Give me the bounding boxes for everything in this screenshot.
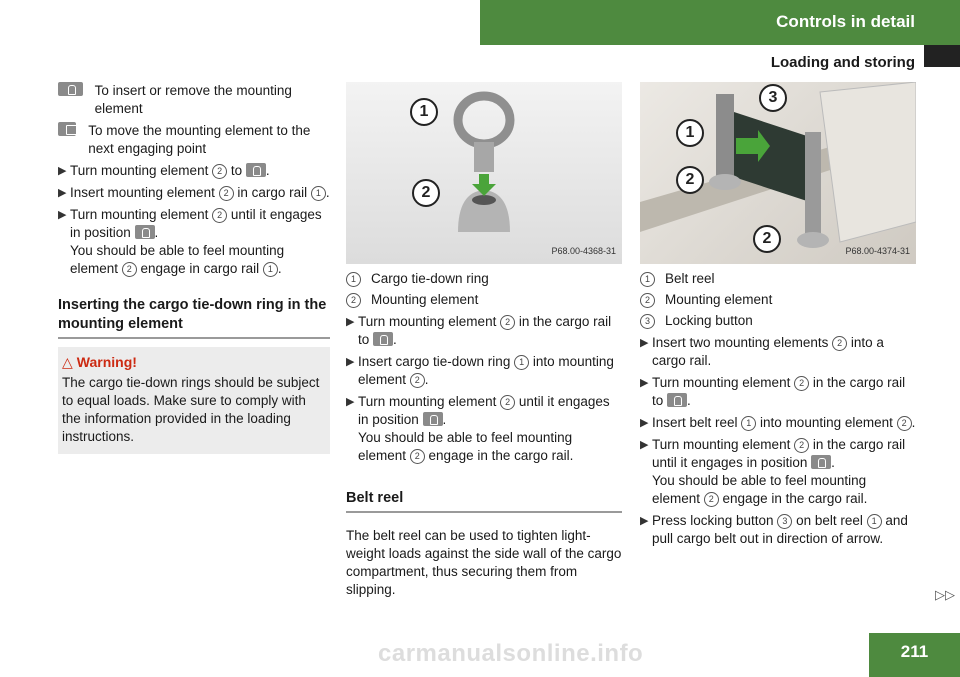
instruction-step: ▶ Press locking button 3 on belt reel 1 and pull cargo belt out in direction of arrow. <box>640 513 908 546</box>
figure-code: P68.00-4368-31 <box>551 246 616 256</box>
icon-row <box>58 82 330 118</box>
callout-number: 1 <box>514 355 529 370</box>
step-arrow-icon: ▶ <box>346 356 355 368</box>
instruction-step: ▶ Turn mounting element 2 in the cargo rail until it engages in position . You should be able to feel mounting element 2 engage in the cargo rail. <box>640 437 906 506</box>
warning-box <box>58 347 330 454</box>
callout-number: 1 <box>263 262 278 277</box>
instruction-step: ▶ Turn mounting element 2 to . <box>58 163 270 178</box>
step-arrow-icon: ▶ <box>640 515 649 527</box>
callout-2: 2 <box>676 166 704 194</box>
icon-description: To move the mounting element to the next engaging point <box>88 123 311 156</box>
callout-number: 2 <box>832 336 847 351</box>
callout-number: 1 <box>867 514 882 529</box>
legend-item: 1 Cargo tie-down ring <box>346 270 622 288</box>
instruction-step: ▶ Turn mounting element 2 until it engages in position . You should be able to feel mounting element 2 engage in cargo rail 1 . <box>58 207 322 276</box>
legend-item: 1 Belt reel <box>640 270 916 288</box>
header-bar <box>480 0 960 45</box>
figure-tie-down-ring <box>346 82 622 264</box>
step-arrow-icon: ▶ <box>346 396 355 408</box>
step-arrow-icon: ▶ <box>58 209 67 221</box>
header-marker <box>924 45 960 67</box>
mounting-lock-icon <box>58 82 83 96</box>
instruction-step: ▶ Turn mounting element 2 until it engages in position . You should be able to feel mounting element 2 engage in the cargo rail. <box>346 394 610 463</box>
step-arrow-icon: ▶ <box>58 165 67 177</box>
callout-number: 2 <box>794 376 809 391</box>
callout-number: 2 <box>212 208 227 223</box>
warning-title: Warning! <box>76 354 137 370</box>
section-heading: Inserting the cargo tie-down ring in the mounting element <box>58 296 330 339</box>
instruction-step: ▶ Insert belt reel 1 into mounting element 2 . <box>640 415 916 430</box>
icon-row <box>58 122 330 158</box>
step-arrow-icon: ▶ <box>640 337 649 349</box>
column-middle <box>346 82 622 599</box>
legend-item: 3 Locking button <box>640 312 916 330</box>
mounting-lock-icon <box>246 163 266 177</box>
step-arrow-icon: ▶ <box>58 187 67 199</box>
lock-icon <box>135 225 155 239</box>
callout-1: 1 <box>410 98 438 126</box>
step-arrow-icon: ▶ <box>346 316 355 328</box>
mounting-lock-icon <box>373 332 393 346</box>
step-arrow-icon: ▶ <box>640 439 649 451</box>
watermark: carmanualsonline.info <box>378 640 644 667</box>
callout-2: 2 <box>412 179 440 207</box>
legend-item: 2 Mounting element <box>640 291 916 309</box>
page-number: 211 <box>900 642 929 661</box>
mounting-lock-icon <box>667 393 687 407</box>
callout-number: 2 <box>500 315 515 330</box>
callout-number: 2 <box>410 373 425 388</box>
callout-number: 2 <box>794 438 809 453</box>
tie-down-ring-illustration <box>346 82 622 264</box>
callout-number: 1 <box>741 416 756 431</box>
callout-number: 2 <box>410 449 425 464</box>
step-arrow-icon: ▶ <box>640 417 649 429</box>
callout-1: 1 <box>676 119 704 147</box>
callout-number: 2 <box>500 395 515 410</box>
figure-code: P68.00-4374-31 <box>845 246 910 256</box>
column-left <box>58 82 330 454</box>
warning-triangle-icon: △ <box>62 354 73 370</box>
column-right <box>640 82 916 548</box>
page-number-box <box>869 633 960 677</box>
callout-number: 2 <box>212 164 227 179</box>
callout-number: 1 <box>311 186 326 201</box>
instruction-step: ▶ Turn mounting element 2 in the cargo rail to . <box>346 314 612 347</box>
next-page-arrows: ▷▷ <box>935 587 955 602</box>
callout-number: 2 <box>219 186 234 201</box>
instruction-step: ▶ Insert cargo tie-down ring 1 into mounting element 2 . <box>346 354 614 387</box>
lock-icon <box>423 412 443 426</box>
warning-text: The cargo tie-down rings should be subject to equal loads. Make sure to comply with the information provided in the loading instructions. <box>62 375 320 444</box>
instruction-step: ▶ Turn mounting element 2 in the cargo rail to . <box>640 375 906 408</box>
lock-icon <box>811 455 831 469</box>
legend-item: 2 Mounting element <box>346 291 622 309</box>
instruction-step: ▶ Insert two mounting elements 2 into a cargo rail. <box>640 335 884 368</box>
figure-legend <box>640 270 916 330</box>
section-title: Controls in detail <box>776 12 915 31</box>
callout-number: 2 <box>122 262 137 277</box>
step-arrow-icon: ▶ <box>640 377 649 389</box>
subsection-title: Loading and storing <box>770 54 915 71</box>
instruction-step: ▶ Insert mounting element 2 in cargo rail 1 . <box>58 185 330 200</box>
paragraph: The belt reel can be used to tighten light-weight loads against the side wall of the cargo compartment, thus securing them from slipping. <box>346 528 622 597</box>
section-heading: Belt reel <box>346 489 622 513</box>
callout-number: 2 <box>897 416 912 431</box>
callout-3: 3 <box>759 84 787 112</box>
callout-2: 2 <box>753 225 781 253</box>
callout-number: 3 <box>777 514 792 529</box>
move-mounting-icon <box>58 122 76 136</box>
figure-legend <box>346 270 622 309</box>
icon-description: To insert or remove the mounting element <box>94 83 292 116</box>
callout-number: 2 <box>704 492 719 507</box>
figure-belt-reel <box>640 82 916 264</box>
